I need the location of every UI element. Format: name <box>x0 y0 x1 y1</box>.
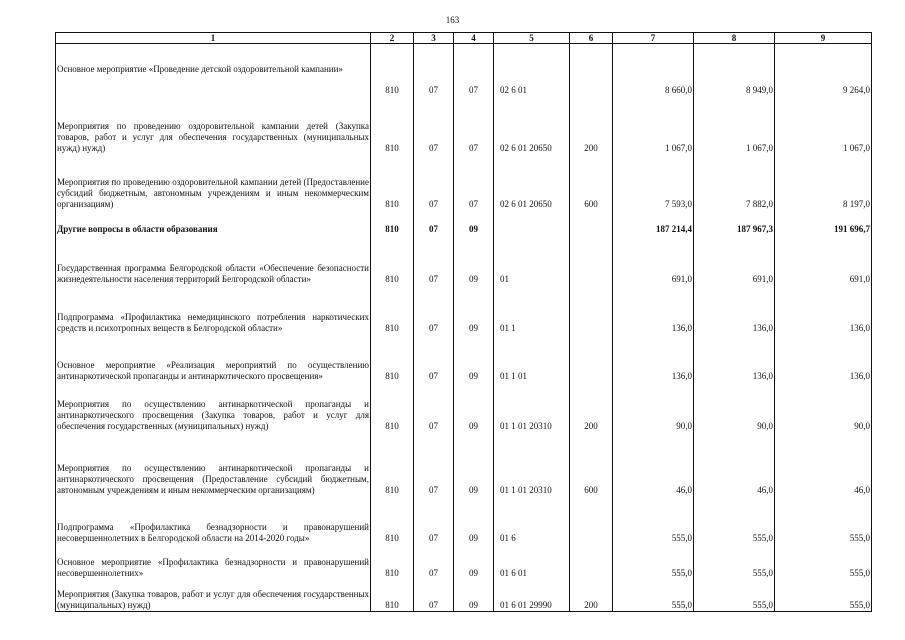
cell-expense-type: 200 <box>570 96 613 154</box>
cell-section: 07 <box>414 496 454 544</box>
cell-amount-3: 90,0 <box>775 382 872 432</box>
table-row <box>56 432 872 496</box>
table-row <box>56 44 872 96</box>
cell-amount-2: 555,0 <box>694 579 775 612</box>
cell-section: 07 <box>414 382 454 432</box>
cell-target-article: 01 6 01 <box>494 544 570 579</box>
cell-subsection: 07 <box>454 96 494 154</box>
row-name: Мероприятия (Закупка товаров, работ и услуг для обеспечения государственных (муниципальных) нужд) <box>56 579 371 612</box>
cell-target-article: 01 1 01 <box>494 334 570 382</box>
cell-subsection: 09 <box>454 544 494 579</box>
cell-subsection: 09 <box>454 382 494 432</box>
cell-subsection: 07 <box>454 154 494 210</box>
cell-code: 810 <box>371 210 414 235</box>
cell-target-article: 01 1 01 20310 <box>494 382 570 432</box>
row-name: Мероприятия по проведению оздоровительной кампании детей (Предоставление субсидий бюджетным, автономным учреждениям и иным некоммерческим организациям) <box>56 154 371 210</box>
cell-subsection: 07 <box>454 44 494 96</box>
col-header-6: 6 <box>570 33 613 44</box>
cell-expense-type <box>570 285 613 334</box>
cell-section: 07 <box>414 285 454 334</box>
cell-section: 07 <box>414 432 454 496</box>
cell-code: 810 <box>371 285 414 334</box>
table-row <box>56 285 872 334</box>
cell-expense-type <box>570 44 613 96</box>
cell-amount-2: 187 967,3 <box>694 210 775 235</box>
row-name: Основное мероприятие «Профилактика безнадзорности и правонарушений несовершеннолетних» <box>56 544 371 579</box>
cell-amount-1: 555,0 <box>613 544 694 579</box>
cell-amount-2: 691,0 <box>694 235 775 285</box>
cell-amount-1: 136,0 <box>613 334 694 382</box>
cell-expense-type: 600 <box>570 432 613 496</box>
cell-subsection: 09 <box>454 432 494 496</box>
cell-section: 07 <box>414 154 454 210</box>
row-name: Другие вопросы в области образования <box>56 210 371 235</box>
cell-section: 07 <box>414 96 454 154</box>
cell-amount-3: 191 696,7 <box>775 210 872 235</box>
cell-amount-3: 8 197,0 <box>775 154 872 210</box>
cell-target-article: 02 6 01 20650 <box>494 96 570 154</box>
row-name: Основное мероприятие «Проведение детской оздоровительной кампании» <box>56 44 371 96</box>
cell-code: 810 <box>371 154 414 210</box>
budget-table <box>55 32 872 612</box>
table-row <box>56 210 872 235</box>
cell-target-article: 01 6 <box>494 496 570 544</box>
cell-amount-3: 136,0 <box>775 285 872 334</box>
cell-target-article: 01 1 <box>494 285 570 334</box>
cell-code: 810 <box>371 382 414 432</box>
row-name: Подпрограмма «Профилактика безнадзорности и правонарушений несовершеннолетних в Белгородской области на 2014-2020 годы» <box>56 496 371 544</box>
cell-expense-type <box>570 235 613 285</box>
cell-amount-2: 555,0 <box>694 544 775 579</box>
cell-amount-2: 1 067,0 <box>694 96 775 154</box>
cell-expense-type <box>570 544 613 579</box>
cell-target-article: 01 6 01 29990 <box>494 579 570 612</box>
cell-section: 07 <box>414 235 454 285</box>
cell-amount-3: 136,0 <box>775 334 872 382</box>
cell-expense-type: 600 <box>570 154 613 210</box>
cell-target-article: 02 6 01 <box>494 44 570 96</box>
cell-amount-3: 9 264,0 <box>775 44 872 96</box>
cell-amount-1: 7 593,0 <box>613 154 694 210</box>
cell-target-article <box>494 210 570 235</box>
cell-amount-1: 90,0 <box>613 382 694 432</box>
col-header-9: 9 <box>775 33 872 44</box>
table-row <box>56 496 872 544</box>
cell-code: 810 <box>371 579 414 612</box>
cell-expense-type: 200 <box>570 382 613 432</box>
cell-amount-3: 691,0 <box>775 235 872 285</box>
cell-amount-2: 136,0 <box>694 285 775 334</box>
cell-amount-1: 555,0 <box>613 579 694 612</box>
cell-code: 810 <box>371 334 414 382</box>
cell-subsection: 09 <box>454 334 494 382</box>
cell-subsection: 09 <box>454 285 494 334</box>
cell-target-article: 01 1 01 20310 <box>494 432 570 496</box>
row-name: Подпрограмма «Профилактика немедицинского потребления наркотических средств и психотропных веществ в Белгородской области» <box>56 285 371 334</box>
cell-subsection: 09 <box>454 235 494 285</box>
cell-expense-type <box>570 496 613 544</box>
cell-amount-1: 8 660,0 <box>613 44 694 96</box>
col-header-5: 5 <box>494 33 570 44</box>
col-header-3: 3 <box>414 33 454 44</box>
cell-amount-2: 46,0 <box>694 432 775 496</box>
cell-expense-type <box>570 334 613 382</box>
cell-amount-1: 46,0 <box>613 432 694 496</box>
page-number: 163 <box>445 15 460 25</box>
table-row <box>56 96 872 154</box>
row-name: Основное мероприятие «Реализация мероприятий по осуществлению антинаркотической пропаганды и антинаркотического просвещения» <box>56 334 371 382</box>
cell-amount-3: 555,0 <box>775 544 872 579</box>
cell-code: 810 <box>371 44 414 96</box>
cell-amount-3: 555,0 <box>775 496 872 544</box>
cell-code: 810 <box>371 432 414 496</box>
col-header-4: 4 <box>454 33 494 44</box>
row-name: Мероприятия по осуществлению антинаркотической пропаганды и антинаркотического просвещения (Закупка товаров, работ и услуг для обеспечения государственных (муниципальных) нужд) <box>56 382 371 432</box>
row-name: Мероприятия по проведению оздоровительной кампании детей (Закупка товаров, работ и услуг для обеспечения государственных (муниципальных нужд) нужд) <box>56 96 371 154</box>
col-header-1: 1 <box>56 33 371 44</box>
cell-amount-1: 691,0 <box>613 235 694 285</box>
cell-amount-2: 90,0 <box>694 382 775 432</box>
table-row <box>56 235 872 285</box>
row-name: Государственная программа Белгородской области «Обеспечение безопасности жизнедеятельности населения территорий Белгородской области» <box>56 235 371 285</box>
table-row <box>56 334 872 382</box>
table-row <box>56 382 872 432</box>
cell-code: 810 <box>371 544 414 579</box>
cell-amount-3: 1 067,0 <box>775 96 872 154</box>
cell-amount-2: 8 949,0 <box>694 44 775 96</box>
cell-amount-2: 7 882,0 <box>694 154 775 210</box>
cell-target-article: 01 <box>494 235 570 285</box>
cell-amount-3: 46,0 <box>775 432 872 496</box>
cell-section: 07 <box>414 334 454 382</box>
cell-amount-1: 555,0 <box>613 496 694 544</box>
cell-amount-3: 555,0 <box>775 579 872 612</box>
cell-subsection: 09 <box>454 210 494 235</box>
table-row <box>56 544 872 579</box>
cell-expense-type: 200 <box>570 579 613 612</box>
table-row <box>56 154 872 210</box>
row-name: Мероприятия по осуществлению антинаркотической пропаганды и антинаркотического просвещения (Предоставление субсидий бюджетным, автономным учреждениям и иным некоммерческим организациям) <box>56 432 371 496</box>
cell-section: 07 <box>414 579 454 612</box>
column-number-header <box>56 33 872 44</box>
cell-code: 810 <box>371 235 414 285</box>
col-header-2: 2 <box>371 33 414 44</box>
cell-section: 07 <box>414 210 454 235</box>
cell-expense-type <box>570 210 613 235</box>
cell-amount-1: 1 067,0 <box>613 96 694 154</box>
cell-amount-2: 555,0 <box>694 496 775 544</box>
cell-amount-1: 187 214,4 <box>613 210 694 235</box>
table-row <box>56 579 872 612</box>
col-header-8: 8 <box>694 33 775 44</box>
cell-amount-2: 136,0 <box>694 334 775 382</box>
col-header-7: 7 <box>613 33 694 44</box>
cell-section: 07 <box>414 544 454 579</box>
cell-subsection: 09 <box>454 579 494 612</box>
cell-target-article: 02 6 01 20650 <box>494 154 570 210</box>
cell-subsection: 09 <box>454 496 494 544</box>
cell-code: 810 <box>371 96 414 154</box>
cell-code: 810 <box>371 496 414 544</box>
cell-section: 07 <box>414 44 454 96</box>
cell-amount-1: 136,0 <box>613 285 694 334</box>
